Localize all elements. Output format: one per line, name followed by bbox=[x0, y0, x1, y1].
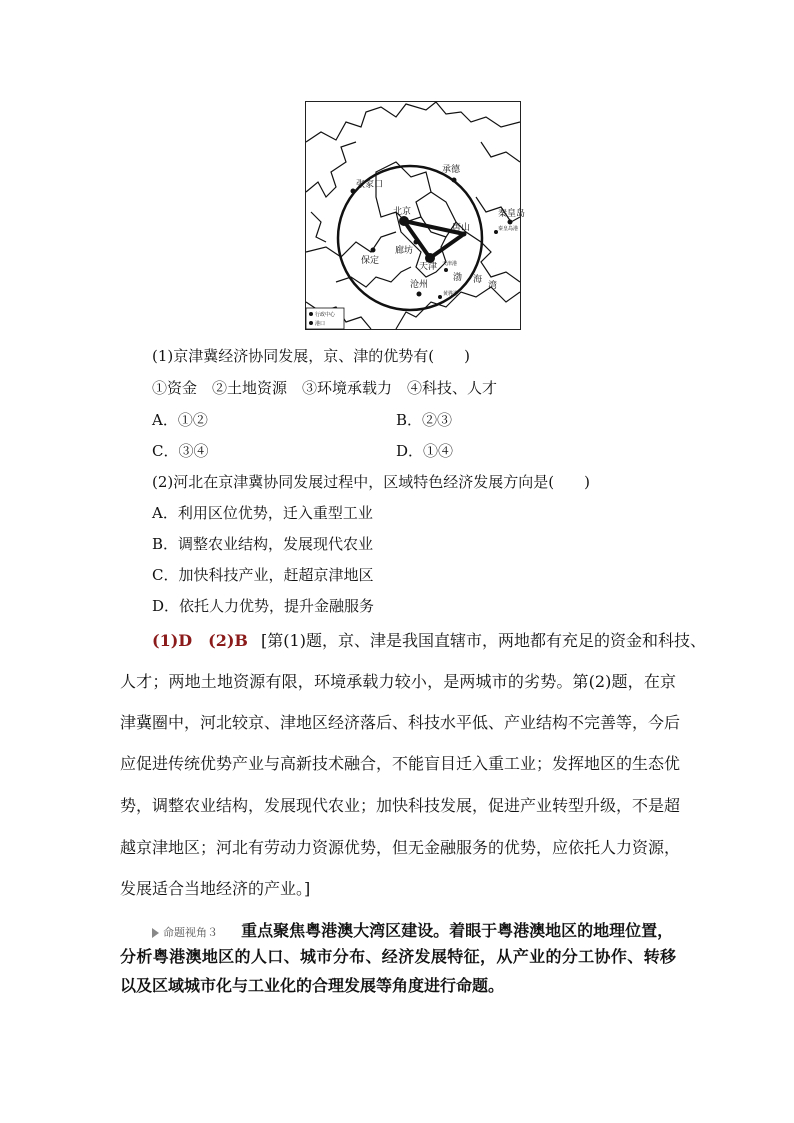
q1-stem: (1)京津冀经济协同发展，京、津的优势有( ) bbox=[152, 347, 470, 365]
beijing-dot bbox=[399, 216, 409, 226]
label-beijing: 北京 bbox=[393, 207, 412, 217]
perspective-text-3: 以及区域城市化与工业化的合理发展等角度进行命题。 bbox=[120, 976, 505, 995]
label-hai: 海 bbox=[473, 275, 483, 285]
answer-line-4: 应促进传统优势产业与高新技术融合，不能盲目迁入重工业；发挥地区的生态优 bbox=[120, 754, 681, 773]
answer-line-2: 人才；两地土地资源有限，环境承载力较小，是两城市的劣势。第(2)题，在京 bbox=[120, 672, 676, 691]
label-baoding: 保定 bbox=[361, 256, 380, 266]
province-boundaries bbox=[306, 102, 520, 329]
q1-option-a: A．①② bbox=[152, 411, 208, 429]
q2-stem: (2)河北在京津冀协同发展过程中，区域特色经济发展方向是( ) bbox=[152, 473, 590, 491]
q2-option-a: A．利用区位优势，迁入重型工业 bbox=[152, 504, 373, 522]
label-cangzhou: 沧州 bbox=[410, 280, 429, 290]
qinhuangdao-dot bbox=[508, 220, 513, 225]
label-huanghua-port: 黄骅港 bbox=[443, 291, 459, 297]
answer-line-3: 津冀圈中，河北较京、津地区经济落后、科技水平低、产业结构不完善等，今后 bbox=[120, 713, 681, 732]
tianjin-port-dot bbox=[444, 268, 448, 272]
perspective-tag: 命题视角３ bbox=[152, 924, 218, 940]
label-qinhuangdao-port: 秦皇岛港 bbox=[498, 226, 519, 232]
q1-option-d: D．①④ bbox=[396, 442, 454, 460]
q1-items: ①资金 ②土地资源 ③环境承载力 ④科技、人才 bbox=[152, 379, 498, 397]
huanghua-port-dot bbox=[438, 295, 442, 299]
baoding-dot bbox=[371, 248, 376, 253]
label-zhangjiakou: 张家口 bbox=[356, 180, 384, 190]
zhangjiakou-dot bbox=[351, 189, 356, 194]
cangzhou-dot bbox=[417, 292, 422, 297]
triangle-marker-icon bbox=[152, 928, 159, 938]
answer-line-1 bbox=[152, 630, 706, 652]
q1-option-c: C．③④ bbox=[152, 442, 209, 460]
perspective-first-line bbox=[152, 918, 673, 941]
label-wan: 湾 bbox=[488, 281, 498, 291]
label-tianjin: 天津 bbox=[419, 262, 438, 272]
answer-text-1: [第(1)题，京、津是我国直辖市，两地都有充足的资金和科技、 bbox=[261, 631, 706, 650]
answer-line-7: 发展适合当地经济的产业。] bbox=[120, 879, 311, 898]
answer-line-5: 势，调整农业结构，发展现代农业；加快科技发展，促进产业转型升级，不是超 bbox=[120, 796, 681, 815]
perspective-text-1: 重点聚焦粤港澳大湾区建设。着眼于粤港澳地区的地理位置， bbox=[241, 921, 674, 940]
q1-option-b: B．②③ bbox=[396, 411, 453, 429]
answer-line-6: 越京津地区；河北有劳动力资源优势，但无金融服务的优势，应依托人力资源， bbox=[120, 838, 681, 857]
label-qinhuangdao: 秦皇岛 bbox=[498, 209, 526, 219]
legend-admin-center: 行政中心 bbox=[315, 312, 336, 318]
label-bo: 渤 bbox=[453, 273, 463, 283]
q2-option-b: B．调整农业结构，发展现代农业 bbox=[152, 535, 374, 553]
port-legend-icon bbox=[309, 321, 313, 325]
q2-option-c: C．加快科技产业，赶超京津地区 bbox=[152, 566, 374, 584]
label-langfang: 廊坊 bbox=[395, 246, 414, 256]
admin-center-legend-icon bbox=[309, 312, 313, 316]
langfang-dot bbox=[414, 240, 419, 245]
jingjinji-map bbox=[305, 101, 526, 330]
q2-option-d: D．依托人力优势，提升金融服务 bbox=[152, 597, 375, 615]
map-legend bbox=[306, 308, 344, 329]
legend-port: 港口 bbox=[315, 321, 326, 327]
label-tangshan: 唐山 bbox=[452, 223, 471, 233]
label-chengde: 承德 bbox=[442, 165, 461, 175]
perspective-text-2: 分析粤港澳地区的人口、城市分布、经济发展特征，从产业的分工协作、转移 bbox=[120, 947, 676, 966]
label-tianjin-port: 天津港 bbox=[442, 261, 458, 267]
chengde-dot bbox=[452, 178, 457, 183]
answer-key: (1)D (2)B bbox=[152, 631, 248, 650]
